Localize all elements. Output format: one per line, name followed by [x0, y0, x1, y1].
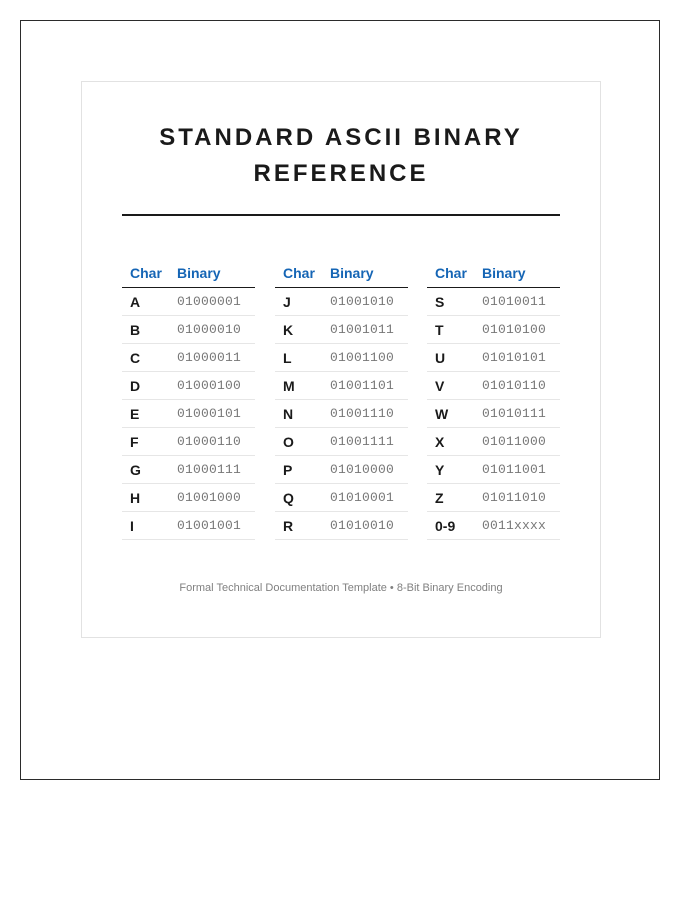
- table-row: [275, 484, 408, 512]
- table-row: [427, 484, 560, 512]
- binary-cell: 01010001: [322, 484, 408, 512]
- char-cell: N: [275, 400, 322, 428]
- table-row: [427, 428, 560, 456]
- binary-cell: 01000110: [169, 428, 255, 456]
- binary-cell: 01010110: [474, 372, 560, 400]
- char-cell: B: [122, 316, 169, 344]
- column-header-char: Char: [427, 258, 474, 288]
- binary-cell: 01001011: [322, 316, 408, 344]
- char-cell: M: [275, 372, 322, 400]
- column-header-binary: Binary: [169, 258, 255, 288]
- table-row: [427, 344, 560, 372]
- char-cell: A: [122, 288, 169, 316]
- table-row: [427, 456, 560, 484]
- table-row: [275, 316, 408, 344]
- document-card: [81, 81, 601, 638]
- char-cell: O: [275, 428, 322, 456]
- table-row: [122, 316, 255, 344]
- char-cell: E: [122, 400, 169, 428]
- ascii-table-3: [427, 258, 560, 540]
- binary-cell: 01001111: [322, 428, 408, 456]
- table-row: [122, 400, 255, 428]
- char-cell: C: [122, 344, 169, 372]
- binary-cell: 01000010: [169, 316, 255, 344]
- binary-cell: 0011xxxx: [474, 512, 560, 540]
- binary-cell: 01001001: [169, 512, 255, 540]
- table-header-row: [122, 258, 255, 288]
- binary-cell: 01000111: [169, 456, 255, 484]
- table-row: [122, 344, 255, 372]
- binary-cell: 01001100: [322, 344, 408, 372]
- column-header-binary: Binary: [322, 258, 408, 288]
- table-header-row: [427, 258, 560, 288]
- page-frame: [20, 20, 660, 780]
- char-cell: U: [427, 344, 474, 372]
- binary-cell: 01001000: [169, 484, 255, 512]
- binary-cell: 01001110: [322, 400, 408, 428]
- title-line-2: REFERENCE: [253, 160, 429, 187]
- binary-cell: 01000101: [169, 400, 255, 428]
- ascii-table-group: [122, 258, 560, 548]
- char-cell: G: [122, 456, 169, 484]
- table-row: [122, 288, 255, 316]
- table-row: [122, 372, 255, 400]
- binary-cell: 01000100: [169, 372, 255, 400]
- char-cell: T: [427, 316, 474, 344]
- binary-cell: 01011001: [474, 456, 560, 484]
- char-cell: X: [427, 428, 474, 456]
- table-row: [427, 400, 560, 428]
- table-row: [275, 428, 408, 456]
- binary-cell: 01011010: [474, 484, 560, 512]
- binary-cell: 01001101: [322, 372, 408, 400]
- char-cell: D: [122, 372, 169, 400]
- binary-cell: 01000011: [169, 344, 255, 372]
- char-cell: L: [275, 344, 322, 372]
- title-line-1: STANDARD ASCII BINARY: [159, 124, 523, 151]
- table-header-row: [275, 258, 408, 288]
- binary-cell: 01000001: [169, 288, 255, 316]
- table-row: [122, 428, 255, 456]
- table-row: [275, 372, 408, 400]
- binary-cell: 01001010: [322, 288, 408, 316]
- binary-cell: 01010000: [322, 456, 408, 484]
- ascii-table-2: [275, 258, 408, 540]
- table-row: [275, 288, 408, 316]
- char-cell: Y: [427, 456, 474, 484]
- table-row: [275, 400, 408, 428]
- table-row: [275, 456, 408, 484]
- char-cell: Z: [427, 484, 474, 512]
- char-cell: K: [275, 316, 322, 344]
- char-cell: F: [122, 428, 169, 456]
- document-footer: Formal Technical Documentation Template • 8-Bit Binary Encoding: [179, 582, 503, 594]
- table-row: [122, 484, 255, 512]
- column-header-char: Char: [122, 258, 169, 288]
- table-row: [275, 512, 408, 540]
- char-cell: Q: [275, 484, 322, 512]
- table-row: [427, 512, 560, 540]
- table-row: [275, 344, 408, 372]
- char-cell: R: [275, 512, 322, 540]
- char-cell: P: [275, 456, 322, 484]
- column-header-char: Char: [275, 258, 322, 288]
- binary-cell: 01010111: [474, 400, 560, 428]
- title-divider: [122, 214, 560, 216]
- table-row: [122, 456, 255, 484]
- char-cell: 0-9: [427, 512, 474, 540]
- ascii-table-1: [122, 258, 255, 540]
- table-row: [427, 372, 560, 400]
- table-row: [427, 316, 560, 344]
- column-header-binary: Binary: [474, 258, 560, 288]
- binary-cell: 01010011: [474, 288, 560, 316]
- binary-cell: 01010010: [322, 512, 408, 540]
- page-title: [122, 120, 560, 192]
- binary-cell: 01011000: [474, 428, 560, 456]
- char-cell: I: [122, 512, 169, 540]
- char-cell: J: [275, 288, 322, 316]
- char-cell: V: [427, 372, 474, 400]
- table-row: [122, 512, 255, 540]
- char-cell: S: [427, 288, 474, 316]
- binary-cell: 01010100: [474, 316, 560, 344]
- table-row: [427, 288, 560, 316]
- binary-cell: 01010101: [474, 344, 560, 372]
- char-cell: H: [122, 484, 169, 512]
- char-cell: W: [427, 400, 474, 428]
